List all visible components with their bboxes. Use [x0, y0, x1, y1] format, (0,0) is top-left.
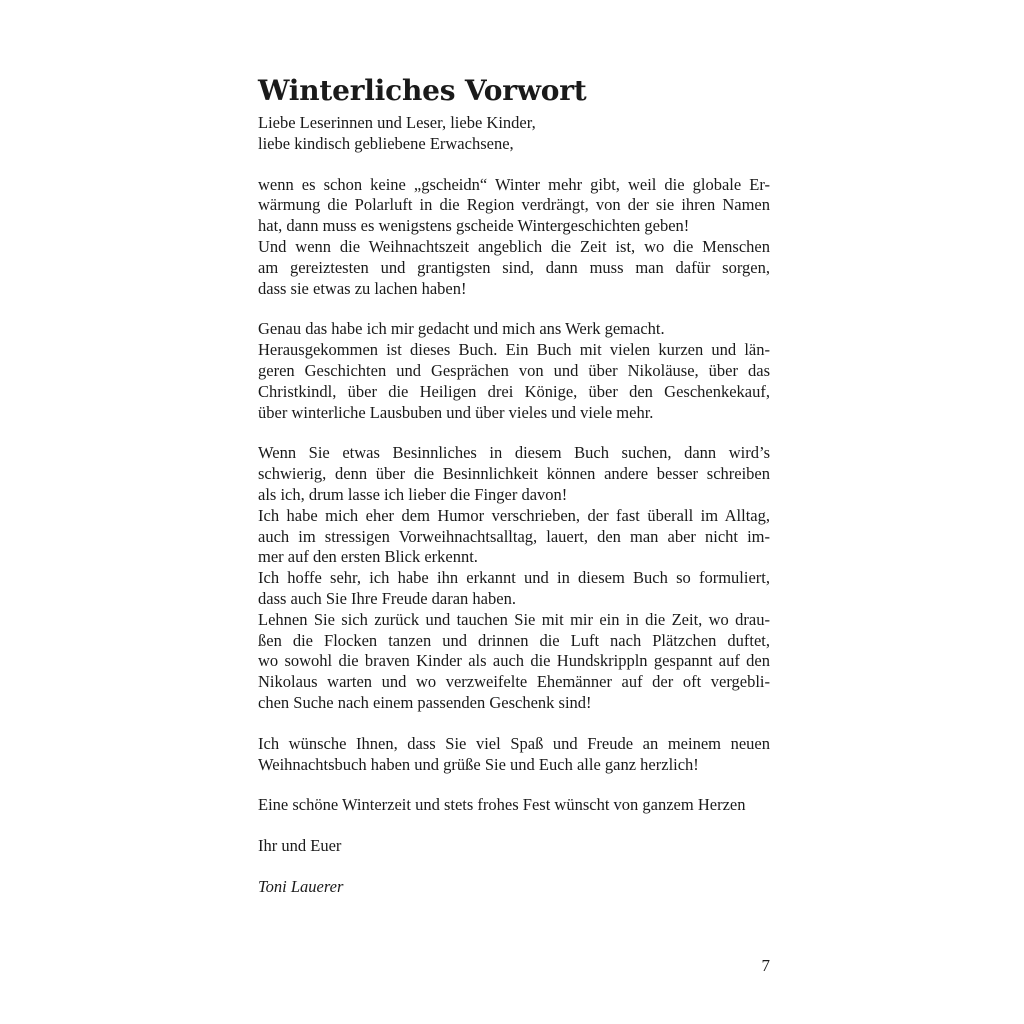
- text-line: Ich wünsche Ihnen, dass Sie viel Spaß und Freude an meinem neuen: [258, 733, 770, 753]
- text-line: Und wenn die Weihnachtszeit angeblich die Zeit ist, wo die Menschen: [258, 236, 770, 256]
- text-line: dass sie etwas zu lachen haben!: [258, 278, 467, 298]
- text-line: mer auf den ersten Blick erkennt.: [258, 547, 478, 567]
- paragraph-2: [258, 319, 770, 423]
- text-line: wo sowohl die braven Kinder als auch die Hundskrippln gespannt auf den: [258, 651, 770, 671]
- paragraph-3: [258, 443, 770, 713]
- text-line: als ich, drum lasse ich lieber die Finger davon!: [258, 484, 568, 504]
- page-number: 7: [761, 956, 770, 975]
- greeting-line: liebe kindisch gebliebene Erwachsene,: [258, 133, 514, 153]
- text-line: wärmung die Polarluft in die Region verdrängt, von der sie ihren Namen: [258, 195, 770, 215]
- text-line: Ich habe mich eher dem Humor verschrieben, der fast überall im Alltag,: [258, 505, 770, 525]
- sign-off: Ihr und Euer: [258, 836, 342, 856]
- text-line: auch im stressigen Vorweihnachtsalltag, lauert, den man aber nicht im-: [258, 526, 770, 546]
- text-line: dass auch Sie Ihre Freude daran haben.: [258, 588, 516, 608]
- text-line: hat, dann muss es wenigstens gscheide Wintergeschichten geben!: [258, 216, 690, 236]
- text-line: wenn es schon keine „gscheidn“ Winter mehr gibt, weil die globale Er-: [258, 174, 770, 194]
- greeting: [258, 113, 770, 155]
- text-line: geren Geschichten und Gesprächen von und über Nikoläuse, über das: [258, 360, 770, 380]
- text-line: über winterliche Lausbuben und über vieles und viele mehr.: [258, 402, 654, 422]
- text-line: Wenn Sie etwas Besinnliches in diesem Buch suchen, dann wird’s: [258, 443, 770, 463]
- page-content: [258, 74, 770, 898]
- text-line: schwierig, denn über die Besinnlichkeit können andere besser schreiben: [258, 464, 770, 484]
- text-line: Christkindl, über die Heiligen drei Könige, über den Geschenkekauf,: [258, 381, 770, 401]
- paragraph-1: [258, 175, 770, 300]
- page-title: Winterliches Vorwort: [258, 74, 587, 107]
- text-line: Nikolaus warten und wo verzweifelte Ehemänner auf der oft vergebli-: [258, 672, 770, 692]
- author-signature: Toni Lauerer: [258, 876, 344, 896]
- paragraph-4: [258, 734, 770, 776]
- text-line: Genau das habe ich mir gedacht und mich ans Werk gemacht.: [258, 319, 665, 339]
- text-line: chen Suche nach einem passenden Geschenk sind!: [258, 692, 592, 712]
- closing-line: Eine schöne Winterzeit und stets frohes Fest wünscht von ganzem Herzen: [258, 795, 746, 815]
- greeting-line: Liebe Leserinnen und Leser, liebe Kinder,: [258, 113, 536, 132]
- text-line: ßen die Flocken tanzen und drinnen die Luft nach Plätzchen duftet,: [258, 630, 770, 650]
- text-line: Lehnen Sie sich zurück und tauchen Sie mit mir ein in die Zeit, wo drau-: [258, 609, 770, 629]
- text-line: Herausgekommen ist dieses Buch. Ein Buch mit vielen kurzen und län-: [258, 340, 770, 360]
- text-line: Weihnachtsbuch haben und grüße Sie und Euch alle ganz herzlich!: [258, 754, 699, 774]
- text-line: am gereiztesten und grantigsten sind, dann muss man dafür sorgen,: [258, 257, 770, 277]
- text-line: Ich hoffe sehr, ich habe ihn erkannt und in diesem Buch so formuliert,: [258, 568, 770, 588]
